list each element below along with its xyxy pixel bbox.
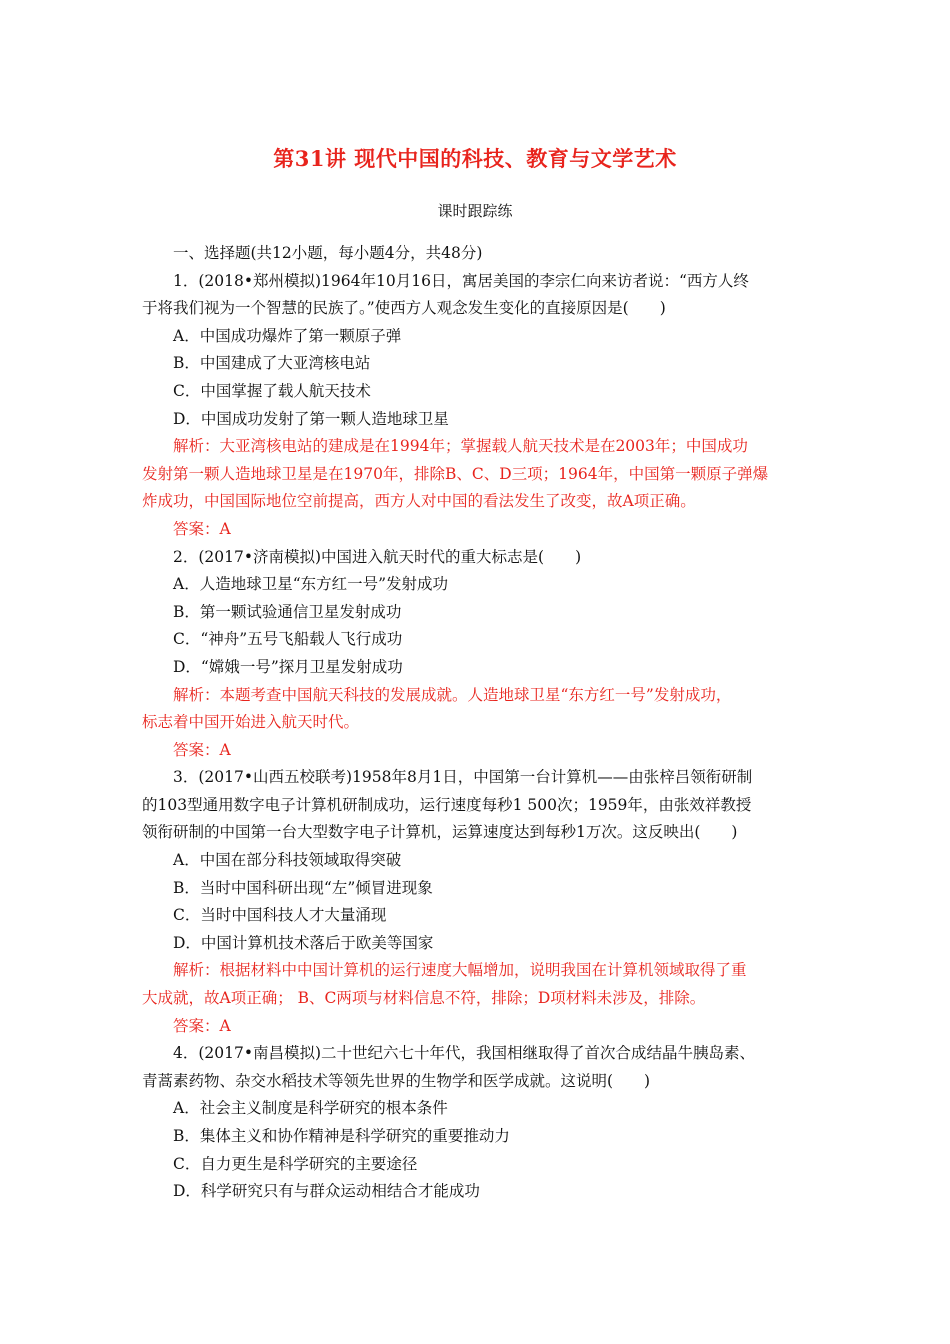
option-b: B．第一颗试验通信卫星发射成功 bbox=[173, 602, 402, 621]
analysis-line: 解析：本题考查中国航天科技的发展成就。人造地球卫星“东方红一号”发射成功， bbox=[173, 685, 732, 704]
option-d: D．“嫦娥一号”探月卫星发射成功 bbox=[173, 657, 403, 676]
option-c: C．自力更生是科学研究的主要途径 bbox=[173, 1154, 418, 1173]
question-stem-line: 2．(2017•济南模拟)中国进入航天时代的重大标志是( ) bbox=[173, 547, 582, 566]
analysis-line: 解析：根据材料中中国计算机的运行速度大幅增加，说明我国在计算机领域取得了重 bbox=[173, 961, 747, 980]
section-heading: 一、选择题(共12小题，每小题4分，共48分) bbox=[173, 244, 483, 262]
option-d: D．中国计算机技术落后于欧美等国家 bbox=[173, 933, 434, 952]
analysis-line: 炸成功，中国国际地位空前提高，西方人对中国的看法发生了改变，故A项正确。 bbox=[142, 492, 696, 511]
question-2 bbox=[142, 544, 812, 765]
question-stem-line: 于将我们视为一个智慧的民族了。”使西方人观念发生变化的直接原因是( ) bbox=[142, 299, 666, 318]
page-subtitle: 课时跟踪练 bbox=[437, 202, 513, 220]
question-stem-line: 青蒿素药物、杂交水稻技术等领先世界的生物学和医学成就。这说明( ) bbox=[142, 1071, 651, 1090]
analysis-line: 大成就，故A项正确； B、C两项与材料信息不符，排除；D项材料未涉及，排除。 bbox=[142, 989, 706, 1008]
option-b: B．中国建成了大亚湾核电站 bbox=[173, 354, 371, 373]
question-stem-line: 1．(2018•郑州模拟)1964年10月16日，寓居美国的李宗仁向来访者说：“西方人终 bbox=[173, 271, 749, 290]
page-title: 第31讲 现代中国的科技、教育与文学艺术 bbox=[273, 146, 677, 171]
analysis-line: 标志着中国开始进入航天时代。 bbox=[142, 713, 360, 732]
question-3 bbox=[142, 764, 812, 1040]
analysis-line: 发射第一颗人造地球卫星是在1970年，排除B、C、D三项；1964年，中国第一颗原子弹爆 bbox=[142, 464, 769, 483]
option-a: A．中国在部分科技领域取得突破 bbox=[173, 851, 402, 870]
question-stem-line: 4．(2017•南昌模拟)二十世纪六七十年代，我国相继取得了首次合成结晶牛胰岛素、 bbox=[173, 1044, 756, 1063]
question-stem-line: 的103型通用数字电子计算机研制成功，运行速度每秒1 500次；1959年，由张效祥教授 bbox=[142, 795, 752, 814]
option-a: A．中国成功爆炸了第一颗原子弹 bbox=[173, 326, 402, 345]
option-a: A．人造地球卫星“东方红一号”发射成功 bbox=[173, 575, 449, 594]
option-b: B．集体主义和协作精神是科学研究的重要推动力 bbox=[173, 1127, 510, 1145]
question-stem-line: 领衔研制的中国第一台大型数字电子计算机，运算速度达到每秒1万次。这反映出( ) bbox=[142, 823, 738, 842]
option-c: C．中国掌握了载人航天技术 bbox=[173, 381, 371, 400]
answer-line: 答案：A bbox=[173, 740, 231, 759]
option-c: C．“神舟”五号飞船载人飞行成功 bbox=[173, 630, 403, 649]
option-c: C．当时中国科技人才大量涌现 bbox=[173, 906, 387, 925]
analysis-line: 解析：大亚湾核电站的建成是在1994年；掌握载人航天技术是在2003年；中国成功 bbox=[173, 437, 748, 456]
option-a: A．社会主义制度是科学研究的根本条件 bbox=[173, 1099, 448, 1118]
document-body bbox=[142, 240, 812, 1206]
option-d: D．科学研究只有与群众运动相结合才能成功 bbox=[173, 1182, 480, 1201]
option-b: B．当时中国科研出现“左”倾冒进现象 bbox=[173, 878, 433, 897]
question-4 bbox=[142, 1040, 812, 1206]
answer-line: 答案：A bbox=[173, 1016, 231, 1035]
option-d: D．中国成功发射了第一颗人造地球卫星 bbox=[173, 409, 449, 428]
question-stem-line: 3．(2017•山西五校联考)1958年8月1日，中国第一台计算机——由张梓吕领衔研制 bbox=[173, 768, 753, 787]
answer-line: 答案：A bbox=[173, 519, 231, 538]
question-1 bbox=[142, 268, 812, 544]
